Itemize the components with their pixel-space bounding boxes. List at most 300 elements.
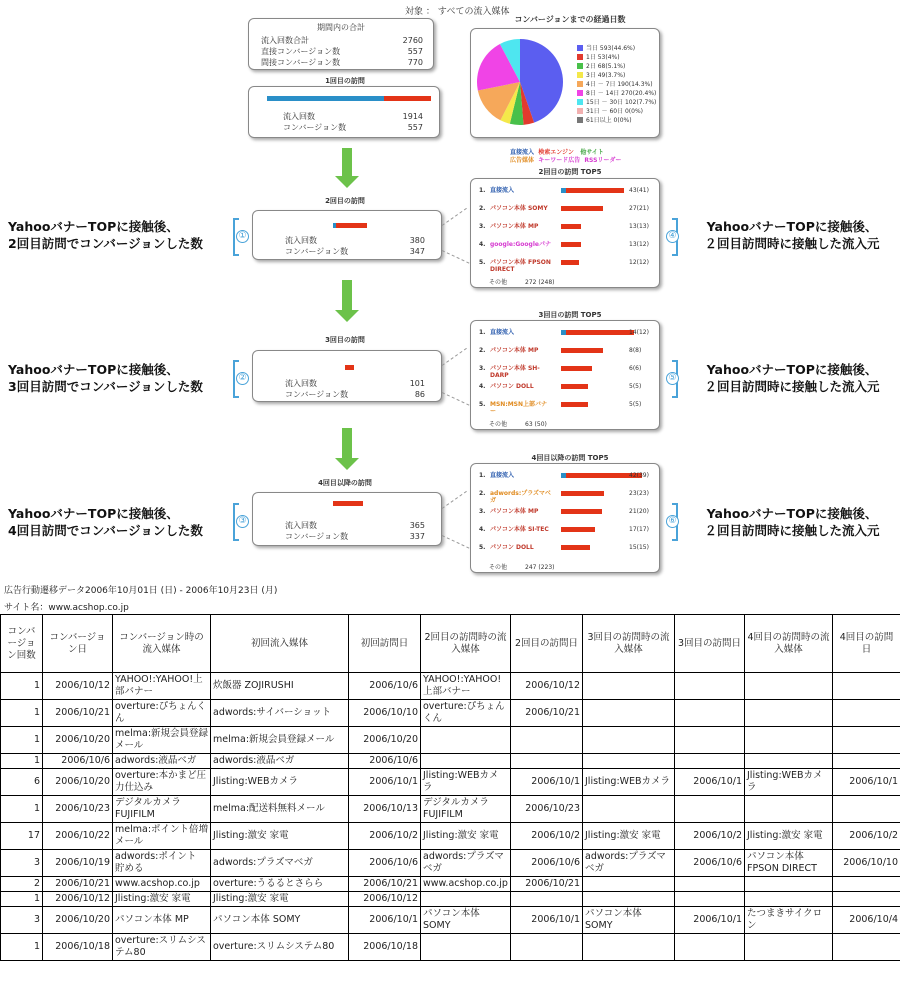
table-cell: [675, 754, 745, 769]
table-cell: 2006/10/21: [349, 877, 421, 892]
table-cell: 2006/10/6: [511, 850, 583, 877]
pie-legend-item: [577, 79, 656, 88]
top5-media-name: 直接流入: [490, 187, 515, 194]
table-cell: [583, 877, 675, 892]
table-cell: [745, 796, 833, 823]
visit1-bar-red: [384, 96, 431, 101]
table-cell: パソコン本体 FPSON DIRECT: [745, 850, 833, 877]
table-cell: パソコン本体 SOMY: [583, 907, 675, 934]
table-cell: adwords:プラズマベガ: [211, 850, 349, 877]
guide-line: [442, 392, 470, 406]
table-cell: [833, 700, 900, 727]
table-cell: [675, 877, 745, 892]
top5-bar: [561, 527, 595, 532]
table-cell: Jlisting:激安 家電: [211, 892, 349, 907]
table-row: [1, 892, 900, 907]
visit4-bar-red: [333, 501, 363, 506]
elapsed-days-pie-chart: [473, 31, 568, 136]
table-row: [1, 907, 900, 934]
callout-line: YahooバナーTOPに接触後、: [706, 362, 878, 377]
table-cell: Jlisting:激安 家電: [113, 892, 211, 907]
legend-label: 31日 － 60日 0(0%): [586, 108, 644, 115]
table-cell: 2006/10/18: [43, 934, 113, 961]
table-row: [1, 727, 900, 754]
table-row: [1, 877, 900, 892]
visit3-bar-red: [345, 365, 354, 370]
top5-3-panel: [470, 320, 660, 430]
table-row: [1, 700, 900, 727]
top5-2-panel: [470, 178, 660, 288]
top5-bar: [561, 224, 581, 229]
summary-panel: [248, 18, 434, 70]
top5-media-name: パソコン本体 SOMY: [490, 205, 548, 212]
left-callout-2: [8, 361, 203, 395]
table-cell: 2006/10/20: [43, 769, 113, 796]
callout-line: 3回目訪問でコンバージョンした数: [8, 379, 203, 394]
table-header-row: [1, 615, 900, 673]
table-cell: デジタルカメラ FUJIFILM: [113, 796, 211, 823]
top5-rank: 5.: [479, 259, 486, 266]
report-target-title: 対象 ： すべての流入媒体: [405, 7, 510, 17]
table-cell: [511, 754, 583, 769]
table-cell: 2006/10/4: [833, 907, 900, 934]
table-cell: 2006/10/12: [511, 673, 583, 700]
table-cell: [583, 934, 675, 961]
legend-label: 8日 － 14日 270(20.4%): [586, 90, 657, 97]
table-row: [1, 673, 900, 700]
top5-value: 5(5): [629, 383, 642, 390]
guide-line: [442, 208, 467, 226]
top5-rank: 3.: [479, 365, 486, 372]
table-cell: [745, 754, 833, 769]
table-cell: パソコン本体 SOMY: [421, 907, 511, 934]
table-cell: 2006/10/22: [43, 823, 113, 850]
top5-row: [471, 506, 661, 522]
table-cell: [833, 892, 900, 907]
table-cell: melma:新規会員登録メール: [211, 727, 349, 754]
top5-rank: 2.: [479, 205, 486, 212]
top5-bar: [561, 545, 590, 550]
table-cell: 2006/10/1: [833, 769, 900, 796]
table-cell: 2: [1, 877, 43, 892]
column-header: 初回訪問日: [349, 615, 421, 673]
table-body: [1, 673, 900, 961]
legend-label: 当日 593(44.6%): [586, 45, 636, 52]
top5-row: [471, 345, 661, 361]
table-cell: [833, 673, 900, 700]
pie-title: コンバージョンまでの経過日数: [514, 15, 626, 24]
legend-swatch: [577, 108, 583, 114]
visit3-label: コンバージョン数: [285, 390, 349, 399]
flow-arrow: [337, 428, 357, 472]
visit1-panel: [248, 86, 440, 138]
top5-media-name: 直接流入: [490, 472, 515, 479]
legend-swatch: [577, 63, 583, 69]
top5-rank: 1.: [479, 472, 486, 479]
visit1-label: 流入回数: [283, 112, 315, 121]
table-cell: [745, 934, 833, 961]
top5-other-label: その他: [489, 564, 508, 571]
table-cell: [675, 892, 745, 907]
visit1-value: 1914: [402, 112, 423, 121]
legend-label: 4日 － 7日 190(14.3%): [586, 81, 653, 88]
legend-swatch: [577, 117, 583, 123]
table-cell: 1: [1, 934, 43, 961]
legend-swatch: [577, 99, 583, 105]
visit2-row: [285, 235, 425, 246]
visit4-panel: [252, 492, 442, 546]
visit3-row: [285, 389, 425, 400]
table-cell: [511, 727, 583, 754]
table-row: [1, 934, 900, 961]
visit3-title: 3回目の訪問: [325, 336, 365, 344]
callout-number: ⑥: [666, 515, 679, 528]
top5-bar: [561, 384, 588, 389]
table-cell: [583, 892, 675, 907]
pie-legend-item: [577, 70, 656, 79]
table-cell: 1: [1, 892, 43, 907]
table-cell: melma:配送料無料メール: [211, 796, 349, 823]
table-cell: overture:スリムシステム80: [211, 934, 349, 961]
table-cell: [833, 796, 900, 823]
table-cell: adwords:ポイント 貯める: [113, 850, 211, 877]
visit4-label: 流入回数: [285, 521, 317, 530]
legend-search: 検索エンジン: [538, 149, 574, 156]
visit4-row: [285, 520, 425, 531]
table-cell: [583, 727, 675, 754]
callout-line: YahooバナーTOPに接触後、: [8, 506, 179, 521]
table-cell: Jlisting:激安 家電: [211, 823, 349, 850]
visit2-label: 流入回数: [285, 236, 317, 245]
table-cell: 1: [1, 796, 43, 823]
top5-bar: [561, 260, 579, 265]
table-cell: [421, 934, 511, 961]
table-cell: 2006/10/6: [675, 850, 745, 877]
table-cell: [583, 673, 675, 700]
table-cell: [583, 796, 675, 823]
top5-other: [489, 277, 555, 286]
table-cell: 2006/10/13: [349, 796, 421, 823]
table-cell: 2006/10/6: [349, 673, 421, 700]
legend-label: 61日以上 0(0%): [586, 117, 632, 124]
table-cell: 2006/10/20: [43, 727, 113, 754]
top5-value: 14(12): [629, 329, 649, 336]
top5-value: 43(41): [629, 187, 649, 194]
table-cell: YAHOO!:YAHOO!上部バナー: [113, 673, 211, 700]
visit2-value: 380: [409, 236, 425, 245]
pie-legend-item: [577, 52, 656, 61]
top5-value: 13(13): [629, 223, 649, 230]
table-row: [1, 850, 900, 877]
top5-media-name: google:Googleパナ: [490, 241, 551, 248]
table-cell: 3: [1, 850, 43, 877]
left-callout-3: [8, 505, 203, 539]
top5-rank: 4.: [479, 241, 486, 248]
visit1-title: 1回目の訪問: [325, 77, 365, 85]
table-cell: 2006/10/18: [349, 934, 421, 961]
table-cell: 2006/10/1: [349, 907, 421, 934]
visit1-row: [283, 111, 423, 122]
top5-value: 23(23): [629, 490, 649, 497]
visit1-label: コンバージョン数: [283, 123, 347, 132]
guide-line: [442, 491, 467, 509]
table-cell: Jlisting:激安 家電: [583, 823, 675, 850]
flow-arrow: [337, 280, 357, 324]
table-cell: 2006/10/1: [349, 769, 421, 796]
callout-line: YahooバナーTOPに接触後、: [706, 506, 878, 521]
table-cell: 17: [1, 823, 43, 850]
table-row: [1, 796, 900, 823]
top5-media-name: 直接流入: [490, 329, 515, 336]
table-cell: overture:本かまど圧力仕込み: [113, 769, 211, 796]
pie-legend-item: [577, 43, 656, 52]
summary-label: 流入回数合計: [261, 36, 309, 45]
visit2-label: コンバージョン数: [285, 247, 349, 256]
top5-value: 27(21): [629, 205, 649, 212]
table-cell: Jlisting:激安 家電: [421, 823, 511, 850]
top5-media-name: パソコン本体 FPSON DIRECT: [490, 259, 551, 273]
legend-direct: 直接流入: [510, 149, 535, 156]
top5-rank: 3.: [479, 223, 486, 230]
top5-media-name: パソコン本体 SH-DARP: [490, 365, 540, 379]
top5-media-name: パソコン本体 SI-TEC: [490, 526, 549, 533]
callout-line: YahooバナーTOPに接触後、: [8, 362, 179, 377]
summary-label: 間接コンバージョン数: [261, 58, 341, 67]
table-cell: 1: [1, 700, 43, 727]
legend-swatch: [577, 54, 583, 60]
visit2-row: [285, 246, 425, 257]
column-header: 初回流入媒体: [211, 615, 349, 673]
legend-label: 15日 － 30日 102(7.7%): [586, 99, 657, 106]
visit3-row: [285, 378, 425, 389]
pie-legend-item: [577, 97, 656, 106]
table-cell: overture:うるるとさらら: [211, 877, 349, 892]
callout-line: 2回目訪問でコンバージョンした数: [8, 236, 203, 251]
table-cell: デジタルカメラ FUJIFILM: [421, 796, 511, 823]
table-cell: 2006/10/12: [43, 673, 113, 700]
flow-arrow: [337, 148, 357, 190]
table-cell: 2006/10/21: [43, 877, 113, 892]
legend-label: 3日 49(3.7%): [586, 72, 626, 79]
top5-row: [471, 257, 661, 273]
table-cell: www.acshop.co.jp: [113, 877, 211, 892]
table-cell: 2006/10/1: [675, 907, 745, 934]
table-cell: 2006/10/10: [833, 850, 900, 877]
table-cell: 2006/10/1: [675, 769, 745, 796]
table-cell: 2006/10/2: [833, 823, 900, 850]
guide-line: [442, 250, 470, 264]
table-cell: [511, 934, 583, 961]
table-cell: [833, 877, 900, 892]
table-cell: 2006/10/21: [511, 877, 583, 892]
table-cell: Jlisting:WEBカメラ: [421, 769, 511, 796]
visit4-value: 337: [409, 532, 425, 541]
table-cell: パソコン本体 MP: [113, 907, 211, 934]
table-cell: adwords:サイバーショット: [211, 700, 349, 727]
top5-row: [471, 221, 661, 237]
legend-other-site: 他サイト: [580, 149, 604, 156]
table-row: [1, 823, 900, 850]
table-cell: [675, 796, 745, 823]
legend-rss: RSSリーダー: [584, 157, 622, 164]
table-cell: 2006/10/21: [511, 700, 583, 727]
table-cell: [675, 934, 745, 961]
top5-3-title: 3回目の訪問 TOP5: [538, 311, 602, 319]
top5-other-value: 63 (50): [525, 421, 547, 428]
table-cell: 2006/10/20: [43, 907, 113, 934]
pie-legend-item: [577, 61, 656, 70]
summary-value: 2760: [402, 36, 423, 45]
top5-value: 42(39): [629, 472, 649, 479]
top5-bar: [561, 188, 624, 193]
table-cell: [745, 877, 833, 892]
summary-value: 557: [407, 47, 423, 56]
callout-number: ①: [236, 230, 249, 243]
visit2-value: 347: [409, 247, 425, 256]
table-cell: [745, 673, 833, 700]
top5-media-name: MSN:MSN上部バナー: [490, 401, 548, 415]
top5-row: [471, 399, 661, 415]
table-cell: 1: [1, 754, 43, 769]
callout-number: ⑤: [666, 372, 679, 385]
media-type-legend: [510, 149, 660, 165]
callout-number: ②: [236, 372, 249, 385]
top5-media-name: パソコン DOLL: [490, 544, 534, 551]
top5-row: [471, 363, 661, 379]
visit2-title: 2回目の訪問: [325, 197, 365, 205]
column-header: 3回目の訪問時の流入媒体: [583, 615, 675, 673]
table-cell: [833, 727, 900, 754]
top5-value: 13(12): [629, 241, 649, 248]
pie-legend-item: [577, 115, 656, 124]
top5-rank: 4.: [479, 383, 486, 390]
top5-row: [471, 524, 661, 540]
table-cell: [675, 727, 745, 754]
table-cell: [421, 754, 511, 769]
column-header: 3回目の訪問日: [675, 615, 745, 673]
pie-legend: [577, 43, 656, 124]
visit1-value: 557: [407, 123, 423, 132]
table-row: [1, 769, 900, 796]
table-cell: 2006/10/6: [43, 754, 113, 769]
visit1-bar-blue: [267, 96, 384, 101]
table-cell: 炊飯器 ZOJIRUSHI: [211, 673, 349, 700]
top5-rank: 2.: [479, 347, 486, 354]
period-text: 広告行動遷移データ2006年10月01日 (日) - 2006年10月23日 (月): [4, 586, 278, 596]
table-cell: 2006/10/2: [675, 823, 745, 850]
visit2-panel: [252, 210, 442, 260]
pie-panel: [470, 28, 660, 138]
table-cell: [833, 754, 900, 769]
table-cell: adwords:プラズマベガ: [583, 850, 675, 877]
visit1-row: [283, 122, 423, 133]
table-cell: [745, 700, 833, 727]
top5-media-name: パソコン DOLL: [490, 383, 534, 390]
left-callout-1: [8, 218, 203, 252]
top5-value: 17(17): [629, 526, 649, 533]
table-cell: 2006/10/2: [511, 823, 583, 850]
column-header: 2回目の訪問日: [511, 615, 583, 673]
legend-keyword-ad: キーワード広告: [538, 157, 581, 164]
table-cell: [675, 673, 745, 700]
table-cell: [583, 700, 675, 727]
legend-swatch: [577, 72, 583, 78]
summary-row: [261, 57, 423, 68]
conversion-path-table: [0, 614, 900, 961]
table-cell: [421, 727, 511, 754]
table-row: [1, 754, 900, 769]
column-header: コンバージョン時の流入媒体: [113, 615, 211, 673]
right-callout-1: [688, 218, 896, 252]
top5-row: [471, 327, 661, 343]
visit4-title: 4回目以降の訪問: [318, 479, 372, 487]
callout-line: ２回目訪問時に接触した流入元: [704, 236, 880, 251]
visit4-value: 365: [409, 521, 425, 530]
right-callout-2: [688, 361, 896, 395]
top5-other-label: その他: [489, 421, 508, 428]
top5-row: [471, 381, 661, 397]
table-cell: 2006/10/12: [43, 892, 113, 907]
top5-media-name: パソコン本体 MP: [490, 347, 539, 354]
top5-row: [471, 470, 661, 486]
top5-value: 8(8): [629, 347, 642, 354]
table-cell: 2006/10/23: [511, 796, 583, 823]
top5-rank: 1.: [479, 329, 486, 336]
top5-other-value: 247 (223): [525, 564, 555, 571]
table-cell: [583, 754, 675, 769]
top5-rank: 4.: [479, 526, 486, 533]
top5-media-name: パソコン本体 MP: [490, 223, 539, 230]
column-header: コンバージョン日: [43, 615, 113, 673]
table-cell: 2006/10/19: [43, 850, 113, 877]
table-cell: [675, 700, 745, 727]
visit3-panel: [252, 350, 442, 402]
top5-row: [471, 542, 661, 558]
callout-number: ③: [236, 515, 249, 528]
table-cell: Jlisting:激安 家電: [745, 823, 833, 850]
summary-row: [261, 35, 423, 46]
top5-4-panel: [470, 463, 660, 573]
table-cell: [511, 892, 583, 907]
top5-row: [471, 239, 661, 255]
table-cell: 3: [1, 907, 43, 934]
top5-value: 15(15): [629, 544, 649, 551]
top5-bar: [561, 348, 603, 353]
top5-bar: [561, 491, 604, 496]
table-cell: Jlisting:WEBカメラ: [745, 769, 833, 796]
top5-bar: [561, 509, 602, 514]
table-cell: melma:ポイント倍増メール: [113, 823, 211, 850]
table-cell: 2006/10/10: [349, 700, 421, 727]
guide-line: [442, 348, 467, 366]
visit3-value: 101: [409, 379, 425, 388]
table-cell: overture:ぴちょんくん: [113, 700, 211, 727]
top5-rank: 5.: [479, 544, 486, 551]
column-header: コンバージョン回数: [1, 615, 43, 673]
table-cell: www.acshop.co.jp: [421, 877, 511, 892]
table-cell: 6: [1, 769, 43, 796]
top5-value: 21(20): [629, 508, 649, 515]
table-cell: 2006/10/20: [349, 727, 421, 754]
legend-ad: 広告媒体: [510, 157, 535, 164]
table-cell: adwords:液晶ベガ: [211, 754, 349, 769]
right-callout-3: [688, 505, 896, 539]
top5-bar: [561, 366, 592, 371]
table-cell: パソコン本体 SOMY: [211, 907, 349, 934]
top5-4-title: 4回目以降の訪問 TOP5: [531, 454, 609, 462]
guide-line: [442, 535, 470, 549]
summary-label: 直接コンバージョン数: [261, 47, 341, 56]
